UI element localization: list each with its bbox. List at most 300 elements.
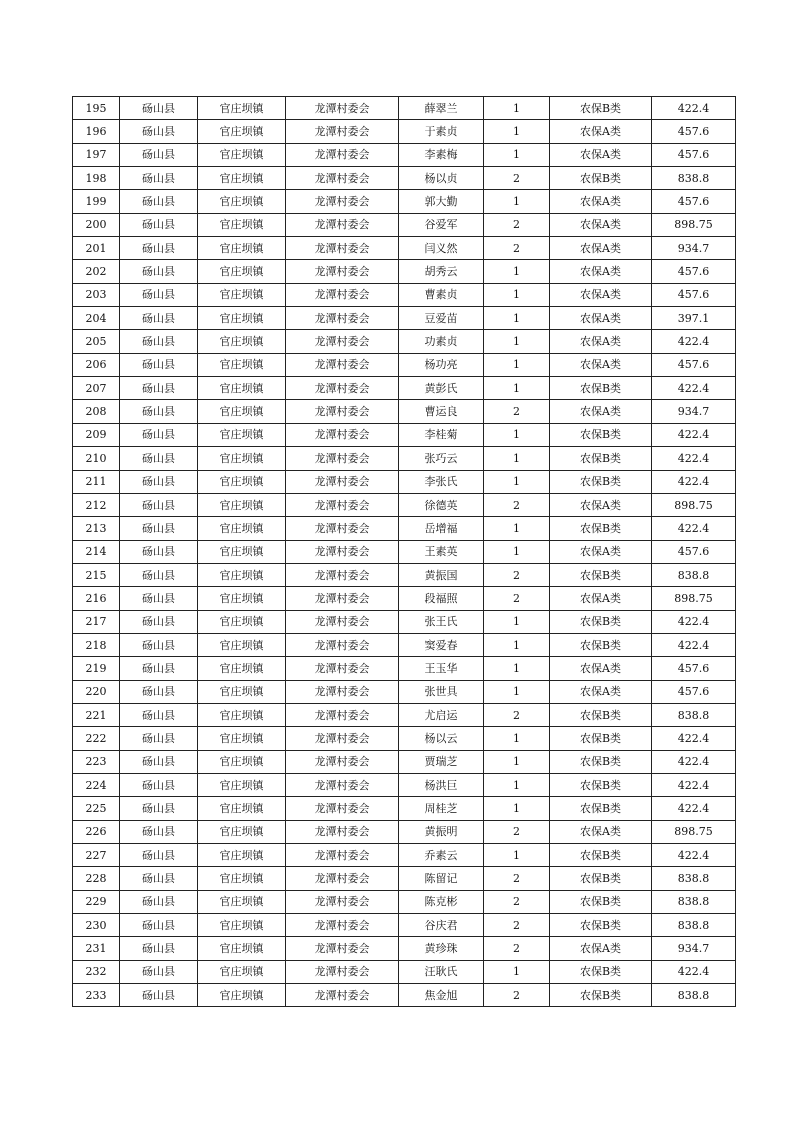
- table-row: [73, 470, 736, 493]
- amount-cell: 422.4: [652, 330, 736, 353]
- insurance-category-cell: 农保B类: [550, 703, 652, 726]
- village-committee-cell: 龙潭村委会: [286, 540, 399, 563]
- village-committee-cell: 龙潭村委会: [286, 517, 399, 540]
- town-cell: 官庄坝镇: [198, 867, 286, 890]
- town-cell: 官庄坝镇: [198, 447, 286, 470]
- county-cell: 砀山县: [120, 353, 198, 376]
- insurance-category-cell: 农保A类: [550, 190, 652, 213]
- insurance-category-cell: 农保B类: [550, 773, 652, 796]
- insurance-category-cell: 农保A类: [550, 283, 652, 306]
- insurance-category-cell: 农保A类: [550, 820, 652, 843]
- county-cell: 砀山县: [120, 633, 198, 656]
- county-cell: 砀山县: [120, 750, 198, 773]
- table-row: [73, 587, 736, 610]
- name-cell: 李桂菊: [399, 423, 484, 446]
- row-number-cell: 229: [73, 890, 120, 913]
- county-cell: 砀山县: [120, 97, 198, 120]
- name-cell: 黄彭氏: [399, 377, 484, 400]
- insurance-category-cell: 农保B类: [550, 447, 652, 470]
- village-committee-cell: 龙潭村委会: [286, 167, 399, 190]
- name-cell: 薛翠兰: [399, 97, 484, 120]
- amount-cell: 934.7: [652, 937, 736, 960]
- village-committee-cell: 龙潭村委会: [286, 563, 399, 586]
- name-cell: 乔素云: [399, 844, 484, 867]
- row-number-cell: 219: [73, 657, 120, 680]
- insurance-category-cell: 农保A类: [550, 307, 652, 330]
- row-number-cell: 200: [73, 213, 120, 236]
- row-number-cell: 202: [73, 260, 120, 283]
- household-count-cell: 2: [484, 400, 550, 423]
- county-cell: 砀山县: [120, 283, 198, 306]
- row-number-cell: 206: [73, 353, 120, 376]
- amount-cell: 422.4: [652, 470, 736, 493]
- town-cell: 官庄坝镇: [198, 260, 286, 283]
- row-number-cell: 201: [73, 237, 120, 260]
- town-cell: 官庄坝镇: [198, 470, 286, 493]
- row-number-cell: 231: [73, 937, 120, 960]
- table-row: [73, 260, 736, 283]
- name-cell: 曹运良: [399, 400, 484, 423]
- name-cell: 郭大勤: [399, 190, 484, 213]
- insurance-category-cell: 农保B类: [550, 890, 652, 913]
- insurance-category-cell: 农保B类: [550, 727, 652, 750]
- amount-cell: 422.4: [652, 727, 736, 750]
- table-row: [73, 190, 736, 213]
- household-count-cell: 1: [484, 97, 550, 120]
- household-count-cell: 1: [484, 120, 550, 143]
- county-cell: 砀山县: [120, 773, 198, 796]
- town-cell: 官庄坝镇: [198, 610, 286, 633]
- insurance-category-cell: 农保A类: [550, 400, 652, 423]
- amount-cell: 838.8: [652, 703, 736, 726]
- table-row: [73, 307, 736, 330]
- town-cell: 官庄坝镇: [198, 937, 286, 960]
- amount-cell: 457.6: [652, 260, 736, 283]
- amount-cell: 457.6: [652, 540, 736, 563]
- town-cell: 官庄坝镇: [198, 680, 286, 703]
- household-count-cell: 2: [484, 167, 550, 190]
- town-cell: 官庄坝镇: [198, 633, 286, 656]
- amount-cell: 397.1: [652, 307, 736, 330]
- household-count-cell: 1: [484, 260, 550, 283]
- amount-cell: 422.4: [652, 447, 736, 470]
- town-cell: 官庄坝镇: [198, 657, 286, 680]
- insurance-category-cell: 农保B类: [550, 750, 652, 773]
- village-committee-cell: 龙潭村委会: [286, 190, 399, 213]
- row-number-cell: 227: [73, 844, 120, 867]
- amount-cell: 457.6: [652, 143, 736, 166]
- village-committee-cell: 龙潭村委会: [286, 820, 399, 843]
- town-cell: 官庄坝镇: [198, 750, 286, 773]
- household-count-cell: 2: [484, 493, 550, 516]
- insurance-category-cell: 农保A类: [550, 657, 652, 680]
- village-committee-cell: 龙潭村委会: [286, 330, 399, 353]
- name-cell: 黄振国: [399, 563, 484, 586]
- county-cell: 砀山县: [120, 844, 198, 867]
- village-committee-cell: 龙潭村委会: [286, 960, 399, 983]
- county-cell: 砀山县: [120, 680, 198, 703]
- row-number-cell: 213: [73, 517, 120, 540]
- household-count-cell: 2: [484, 890, 550, 913]
- name-cell: 王素英: [399, 540, 484, 563]
- insurance-category-cell: 农保B类: [550, 470, 652, 493]
- row-number-cell: 195: [73, 97, 120, 120]
- table-row: [73, 423, 736, 446]
- insurance-category-cell: 农保B类: [550, 960, 652, 983]
- town-cell: 官庄坝镇: [198, 844, 286, 867]
- village-committee-cell: 龙潭村委会: [286, 237, 399, 260]
- row-number-cell: 210: [73, 447, 120, 470]
- household-count-cell: 1: [484, 750, 550, 773]
- amount-cell: 838.8: [652, 167, 736, 190]
- name-cell: 陈留记: [399, 867, 484, 890]
- household-count-cell: 1: [484, 610, 550, 633]
- county-cell: 砀山县: [120, 563, 198, 586]
- county-cell: 砀山县: [120, 610, 198, 633]
- village-committee-cell: 龙潭村委会: [286, 937, 399, 960]
- row-number-cell: 218: [73, 633, 120, 656]
- name-cell: 闫义然: [399, 237, 484, 260]
- insurance-category-cell: 农保B类: [550, 377, 652, 400]
- amount-cell: 422.4: [652, 844, 736, 867]
- table-row: [73, 727, 736, 750]
- amount-cell: 457.6: [652, 657, 736, 680]
- household-count-cell: 1: [484, 517, 550, 540]
- county-cell: 砀山县: [120, 143, 198, 166]
- county-cell: 砀山县: [120, 260, 198, 283]
- household-count-cell: 1: [484, 190, 550, 213]
- village-committee-cell: 龙潭村委会: [286, 587, 399, 610]
- county-cell: 砀山县: [120, 493, 198, 516]
- amount-cell: 838.8: [652, 984, 736, 1007]
- county-cell: 砀山县: [120, 517, 198, 540]
- amount-cell: 934.7: [652, 400, 736, 423]
- row-number-cell: 209: [73, 423, 120, 446]
- insurance-category-cell: 农保A类: [550, 213, 652, 236]
- town-cell: 官庄坝镇: [198, 587, 286, 610]
- name-cell: 岳增福: [399, 517, 484, 540]
- amount-cell: 457.6: [652, 190, 736, 213]
- village-committee-cell: 龙潭村委会: [286, 657, 399, 680]
- name-cell: 张巧云: [399, 447, 484, 470]
- data-table: [72, 96, 736, 1007]
- town-cell: 官庄坝镇: [198, 400, 286, 423]
- village-committee-cell: 龙潭村委会: [286, 680, 399, 703]
- amount-cell: 898.75: [652, 213, 736, 236]
- household-count-cell: 1: [484, 797, 550, 820]
- household-count-cell: 1: [484, 680, 550, 703]
- name-cell: 黄振明: [399, 820, 484, 843]
- village-committee-cell: 龙潭村委会: [286, 213, 399, 236]
- household-count-cell: 1: [484, 773, 550, 796]
- table-row: [73, 377, 736, 400]
- row-number-cell: 208: [73, 400, 120, 423]
- amount-cell: 422.4: [652, 377, 736, 400]
- village-committee-cell: 龙潭村委会: [286, 750, 399, 773]
- row-number-cell: 224: [73, 773, 120, 796]
- table-row: [73, 563, 736, 586]
- row-number-cell: 216: [73, 587, 120, 610]
- table-row: [73, 447, 736, 470]
- town-cell: 官庄坝镇: [198, 727, 286, 750]
- table-row: [73, 750, 736, 773]
- town-cell: 官庄坝镇: [198, 120, 286, 143]
- amount-cell: 898.75: [652, 820, 736, 843]
- table-row: [73, 353, 736, 376]
- household-count-cell: 2: [484, 867, 550, 890]
- name-cell: 焦金旭: [399, 984, 484, 1007]
- household-count-cell: 1: [484, 844, 550, 867]
- row-number-cell: 225: [73, 797, 120, 820]
- amount-cell: 422.4: [652, 423, 736, 446]
- county-cell: 砀山县: [120, 447, 198, 470]
- household-count-cell: 1: [484, 657, 550, 680]
- insurance-category-cell: 农保B类: [550, 167, 652, 190]
- row-number-cell: 232: [73, 960, 120, 983]
- name-cell: 汪耿氏: [399, 960, 484, 983]
- village-committee-cell: 龙潭村委会: [286, 867, 399, 890]
- insurance-category-cell: 农保B类: [550, 633, 652, 656]
- village-committee-cell: 龙潭村委会: [286, 703, 399, 726]
- household-count-cell: 2: [484, 703, 550, 726]
- town-cell: 官庄坝镇: [198, 377, 286, 400]
- row-number-cell: 233: [73, 984, 120, 1007]
- table-row: [73, 143, 736, 166]
- row-number-cell: 217: [73, 610, 120, 633]
- row-number-cell: 199: [73, 190, 120, 213]
- town-cell: 官庄坝镇: [198, 563, 286, 586]
- household-count-cell: 1: [484, 353, 550, 376]
- town-cell: 官庄坝镇: [198, 423, 286, 446]
- insurance-category-cell: 农保B类: [550, 97, 652, 120]
- town-cell: 官庄坝镇: [198, 820, 286, 843]
- town-cell: 官庄坝镇: [198, 540, 286, 563]
- village-committee-cell: 龙潭村委会: [286, 727, 399, 750]
- row-number-cell: 203: [73, 283, 120, 306]
- county-cell: 砀山县: [120, 540, 198, 563]
- name-cell: 杨洪巨: [399, 773, 484, 796]
- amount-cell: 838.8: [652, 563, 736, 586]
- table-row: [73, 330, 736, 353]
- amount-cell: 422.4: [652, 517, 736, 540]
- town-cell: 官庄坝镇: [198, 914, 286, 937]
- row-number-cell: 207: [73, 377, 120, 400]
- household-count-cell: 1: [484, 633, 550, 656]
- county-cell: 砀山县: [120, 400, 198, 423]
- amount-cell: 457.6: [652, 680, 736, 703]
- table-row: [73, 493, 736, 516]
- row-number-cell: 221: [73, 703, 120, 726]
- insurance-category-cell: 农保A类: [550, 587, 652, 610]
- county-cell: 砀山县: [120, 820, 198, 843]
- amount-cell: 934.7: [652, 237, 736, 260]
- village-committee-cell: 龙潭村委会: [286, 447, 399, 470]
- table-row: [73, 773, 736, 796]
- name-cell: 段福照: [399, 587, 484, 610]
- household-count-cell: 2: [484, 937, 550, 960]
- village-committee-cell: 龙潭村委会: [286, 423, 399, 446]
- insurance-category-cell: 农保A类: [550, 937, 652, 960]
- row-number-cell: 211: [73, 470, 120, 493]
- household-count-cell: 1: [484, 470, 550, 493]
- row-number-cell: 196: [73, 120, 120, 143]
- amount-cell: 838.8: [652, 914, 736, 937]
- amount-cell: 838.8: [652, 867, 736, 890]
- household-count-cell: 2: [484, 213, 550, 236]
- county-cell: 砀山县: [120, 984, 198, 1007]
- household-count-cell: 1: [484, 143, 550, 166]
- amount-cell: 457.6: [652, 353, 736, 376]
- village-committee-cell: 龙潭村委会: [286, 283, 399, 306]
- amount-cell: 422.4: [652, 773, 736, 796]
- county-cell: 砀山县: [120, 960, 198, 983]
- county-cell: 砀山县: [120, 423, 198, 446]
- name-cell: 张王氏: [399, 610, 484, 633]
- table-row: [73, 213, 736, 236]
- name-cell: 李张氏: [399, 470, 484, 493]
- town-cell: 官庄坝镇: [198, 330, 286, 353]
- row-number-cell: 230: [73, 914, 120, 937]
- village-committee-cell: 龙潭村委会: [286, 633, 399, 656]
- county-cell: 砀山县: [120, 867, 198, 890]
- town-cell: 官庄坝镇: [198, 493, 286, 516]
- village-committee-cell: 龙潭村委会: [286, 773, 399, 796]
- county-cell: 砀山县: [120, 797, 198, 820]
- county-cell: 砀山县: [120, 237, 198, 260]
- table-row: [73, 517, 736, 540]
- village-committee-cell: 龙潭村委会: [286, 97, 399, 120]
- village-committee-cell: 龙潭村委会: [286, 120, 399, 143]
- name-cell: 张世具: [399, 680, 484, 703]
- insurance-category-cell: 农保B类: [550, 844, 652, 867]
- household-count-cell: 2: [484, 587, 550, 610]
- town-cell: 官庄坝镇: [198, 353, 286, 376]
- insurance-category-cell: 农保B类: [550, 984, 652, 1007]
- table-row: [73, 820, 736, 843]
- village-committee-cell: 龙潭村委会: [286, 914, 399, 937]
- name-cell: 陈克彬: [399, 890, 484, 913]
- row-number-cell: 222: [73, 727, 120, 750]
- town-cell: 官庄坝镇: [198, 190, 286, 213]
- table-row: [73, 844, 736, 867]
- row-number-cell: 198: [73, 167, 120, 190]
- household-count-cell: 1: [484, 540, 550, 563]
- row-number-cell: 214: [73, 540, 120, 563]
- insurance-category-cell: 农保B类: [550, 563, 652, 586]
- county-cell: 砀山县: [120, 307, 198, 330]
- row-number-cell: 226: [73, 820, 120, 843]
- table-row: [73, 680, 736, 703]
- name-cell: 王玉华: [399, 657, 484, 680]
- county-cell: 砀山县: [120, 890, 198, 913]
- name-cell: 贾瑞芝: [399, 750, 484, 773]
- amount-cell: 422.4: [652, 960, 736, 983]
- town-cell: 官庄坝镇: [198, 97, 286, 120]
- household-count-cell: 2: [484, 984, 550, 1007]
- row-number-cell: 215: [73, 563, 120, 586]
- name-cell: 徐德英: [399, 493, 484, 516]
- name-cell: 谷庆君: [399, 914, 484, 937]
- county-cell: 砀山县: [120, 330, 198, 353]
- town-cell: 官庄坝镇: [198, 237, 286, 260]
- amount-cell: 898.75: [652, 587, 736, 610]
- village-committee-cell: 龙潭村委会: [286, 890, 399, 913]
- town-cell: 官庄坝镇: [198, 283, 286, 306]
- table-row: [73, 984, 736, 1007]
- row-number-cell: 204: [73, 307, 120, 330]
- table-row: [73, 960, 736, 983]
- table-row: [73, 120, 736, 143]
- insurance-category-cell: 农保A类: [550, 330, 652, 353]
- town-cell: 官庄坝镇: [198, 773, 286, 796]
- village-committee-cell: 龙潭村委会: [286, 143, 399, 166]
- row-number-cell: 205: [73, 330, 120, 353]
- county-cell: 砀山县: [120, 703, 198, 726]
- town-cell: 官庄坝镇: [198, 307, 286, 330]
- amount-cell: 422.4: [652, 97, 736, 120]
- table-row: [73, 937, 736, 960]
- village-committee-cell: 龙潭村委会: [286, 493, 399, 516]
- name-cell: 窦爱春: [399, 633, 484, 656]
- household-count-cell: 2: [484, 563, 550, 586]
- village-committee-cell: 龙潭村委会: [286, 470, 399, 493]
- row-number-cell: 197: [73, 143, 120, 166]
- town-cell: 官庄坝镇: [198, 213, 286, 236]
- household-count-cell: 2: [484, 237, 550, 260]
- table-row: [73, 610, 736, 633]
- household-count-cell: 2: [484, 820, 550, 843]
- name-cell: 曹素贞: [399, 283, 484, 306]
- table-row: [73, 914, 736, 937]
- insurance-category-cell: 农保B类: [550, 517, 652, 540]
- household-count-cell: 1: [484, 307, 550, 330]
- household-count-cell: 1: [484, 330, 550, 353]
- county-cell: 砀山县: [120, 727, 198, 750]
- table-row: [73, 890, 736, 913]
- name-cell: 胡秀云: [399, 260, 484, 283]
- town-cell: 官庄坝镇: [198, 703, 286, 726]
- table-row: [73, 97, 736, 120]
- county-cell: 砀山县: [120, 470, 198, 493]
- county-cell: 砀山县: [120, 377, 198, 400]
- table-body: [73, 97, 736, 1007]
- table-row: [73, 400, 736, 423]
- row-number-cell: 223: [73, 750, 120, 773]
- village-committee-cell: 龙潭村委会: [286, 353, 399, 376]
- table-row: [73, 657, 736, 680]
- amount-cell: 457.6: [652, 283, 736, 306]
- name-cell: 杨功亮: [399, 353, 484, 376]
- insurance-category-cell: 农保A类: [550, 260, 652, 283]
- insurance-category-cell: 农保A类: [550, 680, 652, 703]
- insurance-category-cell: 农保B类: [550, 867, 652, 890]
- county-cell: 砀山县: [120, 914, 198, 937]
- row-number-cell: 212: [73, 493, 120, 516]
- name-cell: 于素贞: [399, 120, 484, 143]
- county-cell: 砀山县: [120, 167, 198, 190]
- amount-cell: 898.75: [652, 493, 736, 516]
- village-committee-cell: 龙潭村委会: [286, 610, 399, 633]
- table-row: [73, 237, 736, 260]
- insurance-category-cell: 农保A类: [550, 540, 652, 563]
- household-count-cell: 2: [484, 914, 550, 937]
- name-cell: 黄珍珠: [399, 937, 484, 960]
- town-cell: 官庄坝镇: [198, 797, 286, 820]
- name-cell: 谷爱军: [399, 213, 484, 236]
- household-count-cell: 1: [484, 423, 550, 446]
- name-cell: 豆爱苗: [399, 307, 484, 330]
- village-committee-cell: 龙潭村委会: [286, 984, 399, 1007]
